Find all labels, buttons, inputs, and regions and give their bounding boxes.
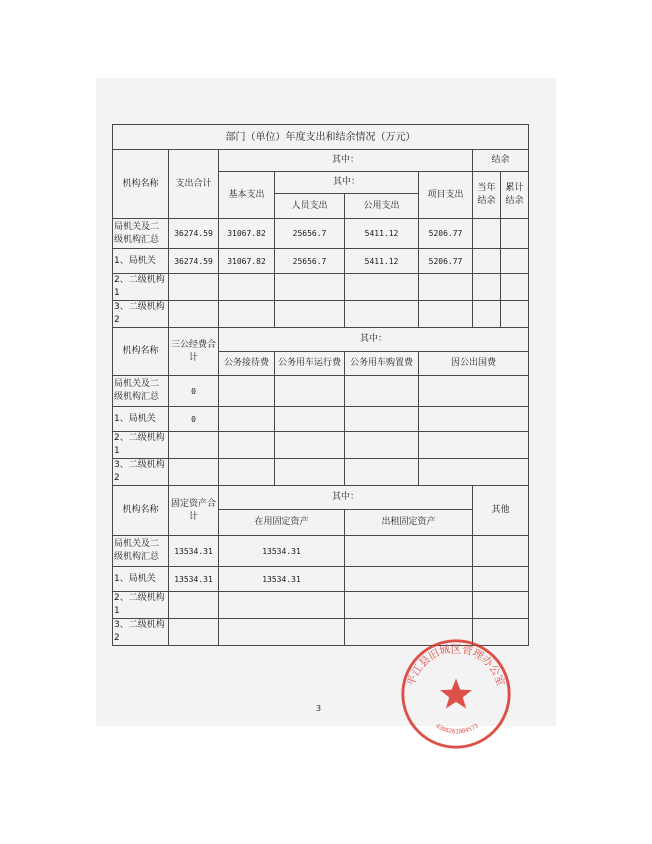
cur-balance-cell xyxy=(473,219,501,249)
header-rented-assets: 出租固定资产 xyxy=(345,510,473,536)
header-other: 其他 xyxy=(473,486,529,536)
other-cell xyxy=(473,592,529,619)
car-running-cell xyxy=(275,432,345,459)
header-car-running: 公务用车运行费 xyxy=(275,352,345,376)
car-purchase-cell xyxy=(345,459,419,486)
table-row xyxy=(113,432,529,459)
expenditure-table xyxy=(112,124,529,646)
total-cell xyxy=(169,619,219,646)
public-cell xyxy=(345,301,419,328)
reception-cell xyxy=(219,407,275,432)
other-cell xyxy=(473,536,529,567)
total-cell: 0 xyxy=(169,407,219,432)
org-name: 1、局机关 xyxy=(113,567,169,592)
total-cell: 0 xyxy=(169,376,219,407)
header-project-expenditure: 项目支出 xyxy=(419,172,473,219)
reception-cell xyxy=(219,432,275,459)
org-name: 3、二级机构2 xyxy=(113,619,169,646)
table-title: 部门（单位）年度支出和结余情况（万元） xyxy=(113,125,529,150)
total-cell: 13534.31 xyxy=(169,536,219,567)
header-balance: 结余 xyxy=(473,150,529,172)
table-row xyxy=(113,592,529,619)
header-cumulative-balance: 累计结余 xyxy=(501,172,529,219)
table-row xyxy=(113,301,529,328)
header-of-which: 其中： xyxy=(219,328,529,352)
in-use-cell xyxy=(219,619,345,646)
org-name: 2、二级机构1 xyxy=(113,274,169,301)
header-of-which: 其中： xyxy=(219,486,473,510)
basic-cell xyxy=(219,301,275,328)
header-car-purchase: 公务用车购置费 xyxy=(345,352,419,376)
car-running-cell xyxy=(275,459,345,486)
org-name: 2、二级机构1 xyxy=(113,432,169,459)
header-current-year-balance: 当年结余 xyxy=(473,172,501,219)
header-in-use-assets: 在用固定资产 xyxy=(219,510,345,536)
in-use-cell: 13534.31 xyxy=(219,536,345,567)
car-running-cell xyxy=(275,407,345,432)
cur-balance-cell xyxy=(473,301,501,328)
total-cell: 13534.31 xyxy=(169,567,219,592)
abroad-cell xyxy=(419,432,529,459)
header-org-name: 机构名称 xyxy=(113,328,169,376)
table-row xyxy=(113,536,529,567)
table-row xyxy=(113,407,529,432)
total-cell xyxy=(169,592,219,619)
reception-cell xyxy=(219,376,275,407)
cur-balance-cell xyxy=(473,249,501,274)
abroad-cell xyxy=(419,459,529,486)
header-three-public-total: 三公经费合计 xyxy=(169,328,219,376)
org-name: 1、局机关 xyxy=(113,407,169,432)
basic-cell xyxy=(219,274,275,301)
total-cell xyxy=(169,459,219,486)
header-fixed-assets-total: 固定资产合计 xyxy=(169,486,219,536)
cum-balance-cell xyxy=(501,274,529,301)
public-cell: 5411.12 xyxy=(345,249,419,274)
staff-cell: 25656.7 xyxy=(275,249,345,274)
total-cell: 36274.59 xyxy=(169,249,219,274)
abroad-cell xyxy=(419,407,529,432)
org-name: 3、二级机构2 xyxy=(113,301,169,328)
header-org-name: 机构名称 xyxy=(113,150,169,219)
public-cell: 5411.12 xyxy=(345,219,419,249)
in-use-cell xyxy=(219,592,345,619)
org-name: 2、二级机构1 xyxy=(113,592,169,619)
cum-balance-cell xyxy=(501,249,529,274)
project-cell xyxy=(419,301,473,328)
basic-cell: 31067.82 xyxy=(219,249,275,274)
table-row xyxy=(113,567,529,592)
header-of-which-2: 其中： xyxy=(275,172,419,194)
table-row xyxy=(113,459,529,486)
cum-balance-cell xyxy=(501,301,529,328)
project-cell xyxy=(419,274,473,301)
page-number: 3 xyxy=(316,704,322,713)
header-abroad: 因公出国费 xyxy=(419,352,529,376)
seal-code: 4306261004573 xyxy=(434,723,480,736)
header-basic-expenditure: 基本支出 xyxy=(219,172,275,219)
basic-cell: 31067.82 xyxy=(219,219,275,249)
org-name: 局机关及二级机构汇总 xyxy=(113,536,169,567)
staff-cell: 25656.7 xyxy=(275,219,345,249)
header-reception: 公务接待费 xyxy=(219,352,275,376)
car-purchase-cell xyxy=(345,432,419,459)
staff-cell xyxy=(275,301,345,328)
project-cell: 5206.77 xyxy=(419,219,473,249)
org-name: 1、局机关 xyxy=(113,249,169,274)
total-cell xyxy=(169,432,219,459)
seal-text: 平江县旧城区管理办公室 xyxy=(404,642,508,688)
reception-cell xyxy=(219,459,275,486)
in-use-cell: 13534.31 xyxy=(219,567,345,592)
public-cell xyxy=(345,274,419,301)
table-row xyxy=(113,249,529,274)
header-staff-expenditure: 人员支出 xyxy=(275,194,345,219)
table-row xyxy=(113,376,529,407)
staff-cell xyxy=(275,274,345,301)
total-cell: 36274.59 xyxy=(169,219,219,249)
car-purchase-cell xyxy=(345,376,419,407)
org-name: 局机关及二级机构汇总 xyxy=(113,219,169,249)
cur-balance-cell xyxy=(473,274,501,301)
rented-cell xyxy=(345,592,473,619)
rented-cell xyxy=(345,536,473,567)
rented-cell xyxy=(345,567,473,592)
header-of-which: 其中： xyxy=(219,150,473,172)
org-name: 3、二级机构2 xyxy=(113,459,169,486)
table-row xyxy=(113,219,529,249)
org-name: 局机关及二级机构汇总 xyxy=(113,376,169,407)
car-purchase-cell xyxy=(345,407,419,432)
project-cell: 5206.77 xyxy=(419,249,473,274)
total-cell xyxy=(169,274,219,301)
cum-balance-cell xyxy=(501,219,529,249)
car-running-cell xyxy=(275,376,345,407)
total-cell xyxy=(169,301,219,328)
header-public-expenditure: 公用支出 xyxy=(345,194,419,219)
abroad-cell xyxy=(419,376,529,407)
header-org-name: 机构名称 xyxy=(113,486,169,536)
official-seal-stamp xyxy=(398,636,514,752)
header-total-expenditure: 支出合计 xyxy=(169,150,219,219)
table-row xyxy=(113,274,529,301)
seal-star-icon xyxy=(440,679,472,709)
other-cell xyxy=(473,567,529,592)
